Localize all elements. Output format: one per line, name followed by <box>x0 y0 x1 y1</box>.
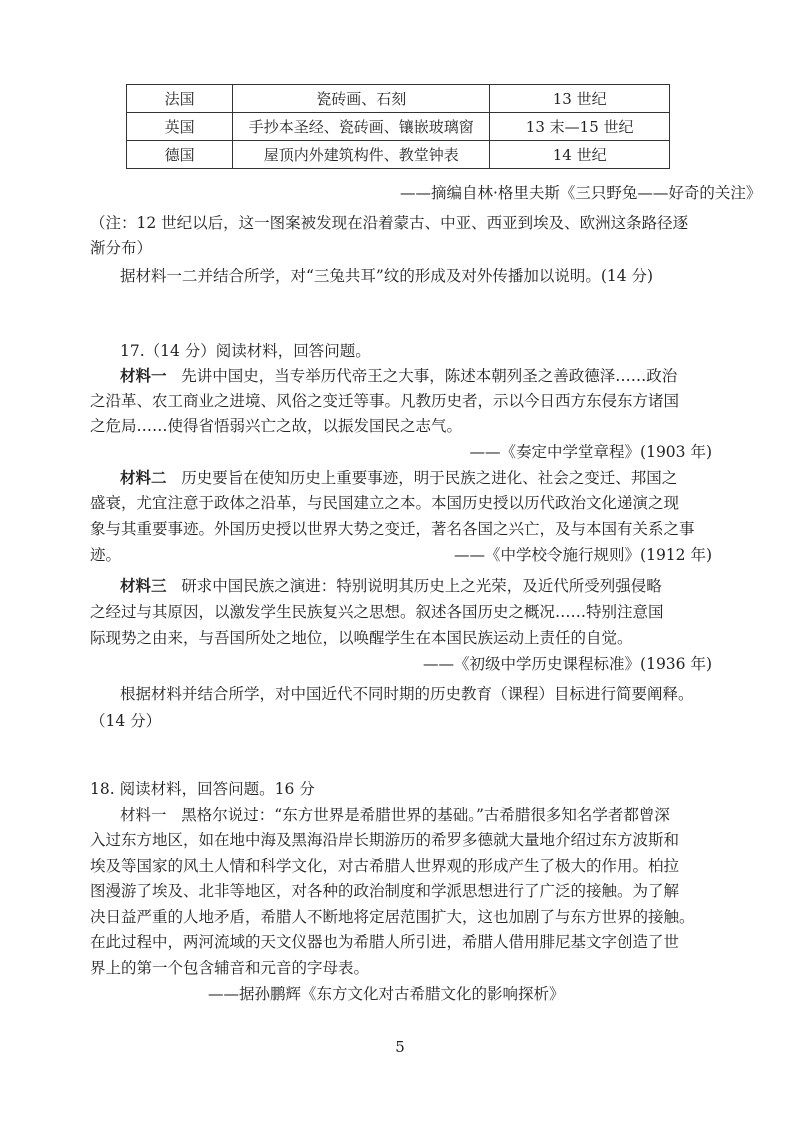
q17-question-line: 根据材料并结合所学，对中国近代不同时期的历史教育（课程）目标进行简要阐释。 <box>120 685 694 703</box>
q17-m1-text: 先讲中国史，当专举历代帝王之大事，陈述本朝列圣之善政德泽……政治 <box>181 367 678 385</box>
q18-m1-line <box>120 805 670 825</box>
table-row <box>127 113 670 141</box>
q17-question-line: （14 分） <box>90 712 162 730</box>
q17-m2-line: 象与其重要事迹。外国历史授以世界大势之变迁，著名各国之兴亡，及与本国有关系之事 <box>90 520 695 538</box>
table-row <box>127 85 670 113</box>
q17-m1-line <box>120 366 677 386</box>
table-cell-items: 瓷砖画、石刻 <box>233 85 490 113</box>
table-cell-period: 14 世纪 <box>490 141 670 169</box>
q18-m1-line: 埃及等国家的风土人情和科学文化，对古希腊人世界观的形成产生了极大的作用。柏拉 <box>90 857 680 875</box>
q17-m1-line: 之沿革、农工商业之进境、风俗之变迁等事。凡教历史者，示以今日西方东侵东方诸国 <box>90 392 680 410</box>
table-cell-country: 德国 <box>127 141 233 169</box>
table-cell-period: 13 末—15 世纪 <box>490 113 670 141</box>
table-row <box>127 141 670 169</box>
page-number: 5 <box>395 1038 405 1056</box>
q17-m3-line: 际现势之由来，与吾国所处之地位，以唤醒学生在本国民族运动上责任的自觉。 <box>90 629 633 647</box>
q18-m1-line: 决日益严重的人地矛盾，希腊人不断地将定居范围扩大，这也加剧了与东方世界的接触。 <box>90 908 695 926</box>
q17-m3-line: 之经过与其原因，以激发学生民族复兴之思想。叙述各国历史之概况……特别注意国 <box>90 603 664 621</box>
q17-m3-line <box>120 576 662 596</box>
q16-note-line: 渐分布） <box>90 239 153 257</box>
table-cell-country: 法国 <box>127 85 233 113</box>
q18-header: 18. 阅读材料，回答问题。16 分 <box>90 780 315 798</box>
table-cell-items: 手抄本圣经、瓷砖画、镶嵌玻璃窗 <box>233 113 490 141</box>
q17-m2-source: ——《中学校令施行规则》(1912 年) <box>454 546 712 564</box>
q17-m3-source: ——《初级中学历史课程标准》(1936 年) <box>423 655 712 673</box>
q17-m2-line: 迹。 <box>90 546 122 564</box>
q17-m2-text: 历史要旨在使知历史上重要事迹，明于民族之进化、社会之变迁、邦国之 <box>181 469 678 487</box>
q16-source: ——摘编自林·格里夫斯《三只野兔——好奇的关注》 <box>400 184 762 202</box>
q17-m2-line <box>120 468 677 488</box>
q17-m2-line: 盛衰，尤宜注意于政体之沿革，与民国建立之本。本国历史授以历代政治文化递演之现 <box>90 494 680 512</box>
q18-m1-text: 黑格尔说过：“东方世界是希腊世界的基础。”古希腊很多知名学者都曾深 <box>181 806 670 824</box>
table-cell-items: 屋顶内外建筑构件、教堂钟表 <box>233 141 490 169</box>
q18-m1-line: 图漫游了埃及、北非等地区，对各种的政治制度和学派思想进行了广泛的接触。为了解 <box>90 882 680 900</box>
q17-m1-source: ——《奏定中学堂章程》(1903 年) <box>469 443 712 461</box>
table-cell-country: 英国 <box>127 113 233 141</box>
q16-note-line: （注：12 世纪以后，这一图案被发现在沿着蒙古、中亚、西亚到埃及、欧洲这条路径逐 <box>90 214 689 232</box>
table-cell-period: 13 世纪 <box>490 85 670 113</box>
q17-m3-label: 材料三 <box>120 576 167 595</box>
q18-m1-label: 材料一 <box>120 806 167 824</box>
q18-m1-line: 界上的第一个包含辅音和元音的字母表。 <box>90 959 370 977</box>
q17-m1-label: 材料一 <box>120 366 167 385</box>
q17-m3-text: 研求中国民族之演进：特别说明其历史上之光荣，及近代所受列强侵略 <box>181 577 662 595</box>
q17-m2-label: 材料二 <box>120 468 167 487</box>
q18-m1-line: 在此过程中，两河流域的天文仪器也为希腊人所引进，希腊人借用腓尼基文字创造了世 <box>90 933 680 951</box>
q17-header: 17.（14 分）阅读材料，回答问题。 <box>120 342 371 360</box>
artifact-table <box>126 84 670 169</box>
q18-m1-line: 入过东方地区，如在地中海及黑海沿岸长期游历的希罗多德就大量地介绍过东方波斯和 <box>90 831 680 849</box>
q16-question: 据材料一二并结合所学，对“三兔共耳”纹的形成及对外传播加以说明。(14 分) <box>120 267 654 285</box>
q17-m1-line: 之危局……使得省悟弱兴亡之故，以振发国民之志气。 <box>90 417 463 435</box>
q18-m1-source: ——据孙鹏辉《东方文化对古希腊文化的影响探析》 <box>208 985 565 1003</box>
